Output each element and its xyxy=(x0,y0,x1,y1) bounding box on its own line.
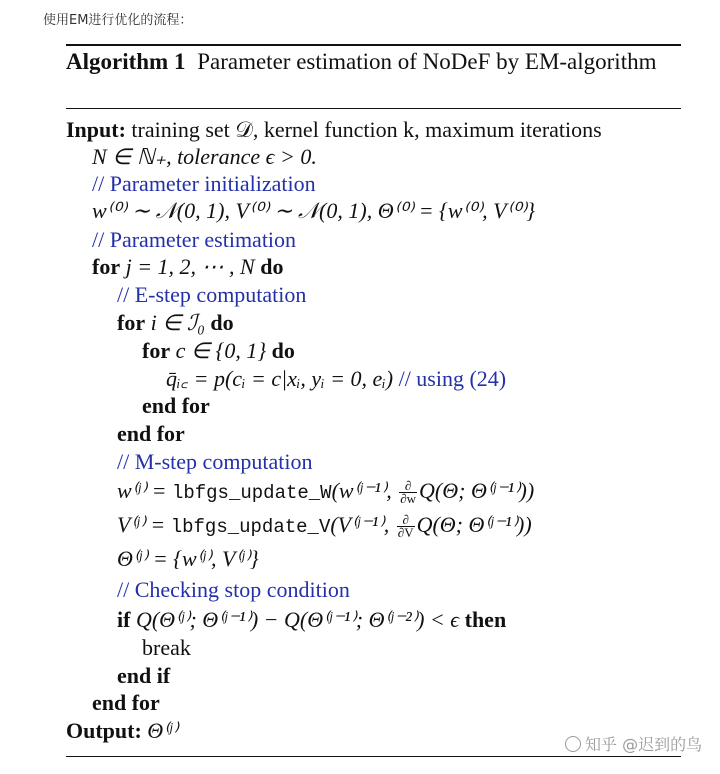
comment-estep: // E-step computation xyxy=(117,282,307,307)
do-keyword: do xyxy=(271,338,295,363)
init-line xyxy=(92,198,535,224)
for-j-line xyxy=(92,254,283,280)
w-tail: Q(Θ; Θ⁽ʲ⁻¹⁾)) xyxy=(419,478,535,503)
output-line xyxy=(66,718,178,744)
qic-equation: q̄ᵢ꜀ = p(cᵢ = c|xᵢ, yᵢ = 0, eᵢ) xyxy=(166,366,394,391)
comment-init: // Parameter initialization xyxy=(92,171,316,196)
comment-stop: // Checking stop condition xyxy=(117,577,350,602)
v-tail: Q(Θ; Θ⁽ʲ⁻¹⁾)) xyxy=(416,512,532,537)
v-lhs: V⁽ʲ⁾ = xyxy=(117,512,166,537)
algorithm-title xyxy=(66,48,681,76)
w-lhs: w⁽ʲ⁾ = xyxy=(117,478,167,503)
input-continuation xyxy=(92,144,317,170)
qic-line xyxy=(166,366,506,392)
theta-line xyxy=(117,546,259,572)
end-for-c: end for xyxy=(142,393,210,418)
end-for-j: end for xyxy=(92,690,160,715)
bottom-rule xyxy=(66,756,681,757)
watermark-text: 知乎 @迟到的鸟 xyxy=(585,735,703,754)
for-keyword: for xyxy=(142,338,171,363)
end-for-i: end for xyxy=(117,421,185,446)
w-args: (w⁽ʲ⁻¹⁾, xyxy=(331,478,392,503)
comment-estimation: // Parameter estimation xyxy=(92,227,297,252)
then-keyword: then xyxy=(464,607,507,632)
for-j-range: j = 1, 2, ⋯ , N xyxy=(125,254,255,279)
for-c-range: c ∈ {0, 1} xyxy=(175,338,267,363)
for-keyword: for xyxy=(117,310,146,335)
if-line xyxy=(117,607,506,633)
init-equation: w⁽⁰⁾ ∼ 𝒩(0, 1), V⁽⁰⁾ ∼ 𝒩(0, 1), Θ⁽⁰⁾ = {w⁽⁰⁾, V⁽⁰⁾} xyxy=(92,198,536,223)
theta-equation: Θ⁽ʲ⁾ = {w⁽ʲ⁾, V⁽ʲ⁾} xyxy=(117,546,259,571)
for-i-line xyxy=(117,310,234,336)
w-update-line xyxy=(117,478,534,506)
v-update-line xyxy=(117,512,532,540)
input-line xyxy=(66,117,602,143)
watermark xyxy=(565,732,702,755)
top-rule xyxy=(66,44,681,46)
if-condition: Q(Θ⁽ʲ⁾; Θ⁽ʲ⁻¹⁾) − Q(Θ⁽ʲ⁻¹⁾; Θ⁽ʲ⁻²⁾) < ϵ xyxy=(135,607,460,632)
output-value: Θ⁽ʲ⁾ xyxy=(147,718,178,743)
watermark-icon xyxy=(565,736,581,752)
break-line: break xyxy=(142,635,191,660)
end-if: end if xyxy=(117,663,171,688)
for-keyword: for xyxy=(92,254,121,279)
v-function: lbfgs_update_V xyxy=(170,516,331,538)
comment-mstep: // M-step computation xyxy=(117,449,313,474)
input-keyword: Input: xyxy=(66,117,126,142)
input-text: training set 𝒟, kernel function k, maximum iterations xyxy=(131,117,602,142)
v-args: (V⁽ʲ⁻¹⁾, xyxy=(330,512,390,537)
v-partial-fraction xyxy=(397,514,415,539)
caption: 使用EM进行优化的流程： xyxy=(43,13,193,28)
algorithm-label: Algorithm 1 xyxy=(66,49,186,74)
w-partial-fraction xyxy=(399,480,417,505)
for-i-range: i ∈ ℐ₀ xyxy=(150,310,205,335)
w-function: lbfgs_update_W xyxy=(171,482,332,504)
do-keyword: do xyxy=(210,310,234,335)
output-keyword: Output: xyxy=(66,718,142,743)
v-frac-num: ∂ xyxy=(397,514,415,527)
w-frac-num: ∂ xyxy=(399,480,417,493)
if-keyword: if xyxy=(117,607,131,632)
algorithm-title-text: Parameter estimation of NoDeF by EM-algorithm xyxy=(197,49,657,74)
do-keyword: do xyxy=(260,254,284,279)
title-rule xyxy=(66,108,681,109)
w-frac-den: ∂w xyxy=(400,491,417,507)
for-c-line xyxy=(142,338,295,364)
qic-comment: // using (24) xyxy=(398,366,507,391)
v-frac-den: ∂V xyxy=(397,525,414,541)
input-cont-text: N ∈ ℕ₊, tolerance ϵ > 0. xyxy=(92,144,317,169)
